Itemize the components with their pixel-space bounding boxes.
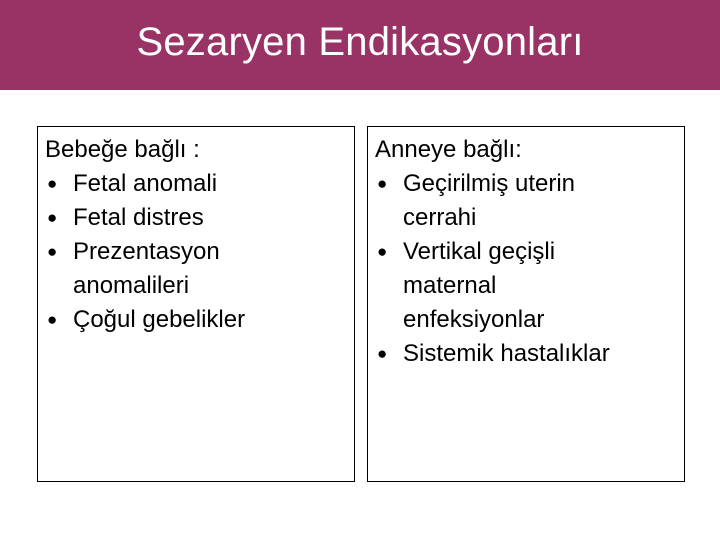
right-box-list: [375, 167, 678, 371]
right-box-heading: Anneye bağlı:: [375, 136, 522, 163]
list-item-text: Sistemik hastalıklar: [403, 340, 610, 367]
list-item: [45, 303, 348, 337]
title-bar: [0, 0, 720, 90]
list-item: [375, 235, 609, 337]
slide-title: Sezaryen Endikasyonları: [136, 19, 584, 64]
list-item-text: Prezentasyon anomalileri: [73, 238, 220, 299]
list-item-text: Geçirilmiş uterin cerrahi: [403, 170, 576, 231]
bullet-icon: ●: [47, 242, 58, 261]
list-item-text: Çoğul gebelikler: [73, 306, 246, 333]
left-box-heading: Bebeğe bağlı :: [45, 136, 200, 163]
list-item-text: Fetal anomali: [73, 170, 218, 197]
bullet-icon: ●: [47, 208, 58, 227]
list-item-text: Vertikal geçişli maternal enfeksiyonlar: [403, 238, 556, 333]
list-item: [375, 337, 678, 371]
bullet-icon: ●: [47, 310, 58, 329]
left-box-list: [45, 167, 348, 337]
list-item: [375, 167, 609, 235]
bullet-icon: ●: [47, 174, 58, 193]
right-box: [367, 126, 685, 482]
list-item: [45, 201, 348, 235]
bullet-icon: ●: [377, 174, 388, 193]
bullet-icon: ●: [377, 242, 388, 261]
left-box: [37, 126, 355, 482]
list-item-text: Fetal distres: [73, 204, 204, 231]
bullet-icon: ●: [377, 344, 388, 363]
list-item: [45, 167, 348, 201]
list-item: [45, 235, 269, 303]
